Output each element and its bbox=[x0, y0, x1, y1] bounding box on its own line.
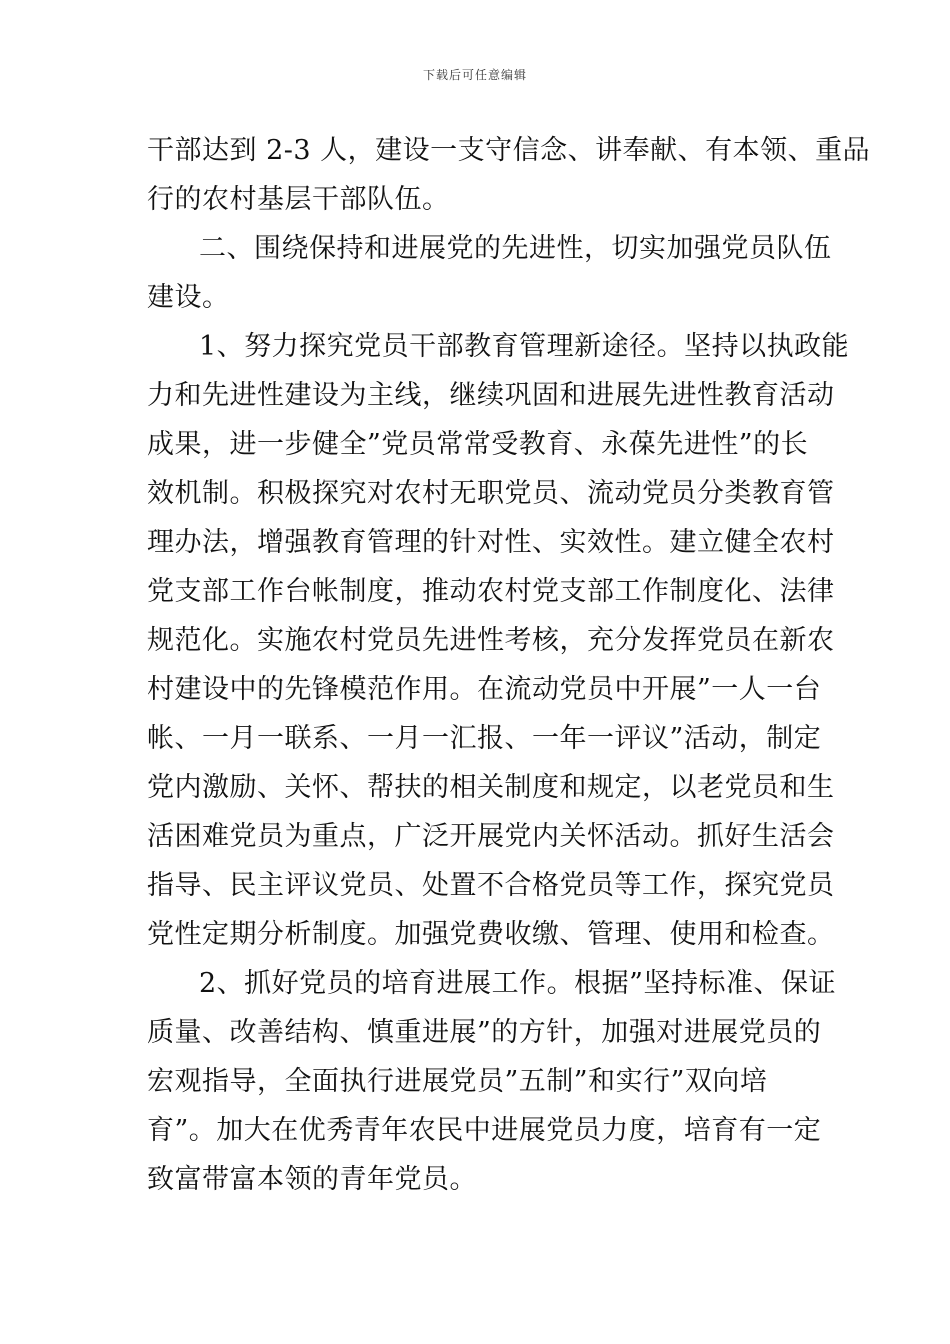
body-text bbox=[147, 126, 871, 1204]
text-line: 宏观指导，全面执行进展党员”五制”和实行”双向培 bbox=[147, 1066, 768, 1097]
text-line: 活困难党员为重点，广泛开展党内关怀活动。抓好生活会 bbox=[147, 821, 835, 852]
text-line: 理办法，增强教育管理的针对性、实效性。建立健全农村 bbox=[147, 527, 835, 558]
text-line: 行的农村基层干部队伍。 bbox=[147, 184, 450, 215]
text-line: 育”。加大在优秀青年农民中进展党员力度，培育有一定 bbox=[147, 1115, 822, 1146]
text-line: 干部达到 2-3 人，建设一支守信念、讲奉献、有本领、重品 bbox=[147, 135, 871, 166]
paragraph-start: 1、努力探究党员干部教育管理新途径。坚持以执政能 bbox=[199, 331, 850, 362]
text-line: 帐、一月一联系、一月一汇报、一年一评议”活动，制定 bbox=[147, 723, 822, 754]
text-line: 致富带富本领的青年党员。 bbox=[147, 1164, 477, 1195]
text-line: 党性定期分析制度。加强党费收缴、管理、使用和检查。 bbox=[147, 919, 835, 950]
paragraph-start: 2、抓好党员的培育进展工作。根据”坚持标准、保证 bbox=[199, 968, 836, 999]
text-line: 力和先进性建设为主线，继续巩固和进展先进性教育活动 bbox=[147, 380, 835, 411]
section-heading: 二、围绕保持和进展党的先进性，切实加强党员队伍 bbox=[199, 233, 832, 264]
text-line: 党支部工作台帐制度，推动农村党支部工作制度化、法律 bbox=[147, 576, 835, 607]
download-note: 下载后可任意编辑 bbox=[422, 68, 527, 82]
text-line: 质量、改善结构、慎重进展”的方针，加强对进展党员的 bbox=[147, 1017, 822, 1048]
text-line: 建设。 bbox=[147, 282, 230, 313]
text-line: 指导、民主评议党员、处置不合格党员等工作，探究党员 bbox=[147, 870, 835, 901]
text-line: 党内激励、关怀、帮扶的相关制度和规定，以老党员和生 bbox=[147, 772, 835, 803]
text-line: 成果，进一步健全”党员常常受教育、永葆先进性”的长 bbox=[147, 429, 809, 460]
text-line: 效机制。积极探究对农村无职党员、流动党员分类教育管 bbox=[147, 478, 835, 509]
text-line: 规范化。实施农村党员先进性考核，充分发挥党员在新农 bbox=[147, 625, 835, 656]
text-line: 村建设中的先锋模范作用。在流动党员中开展”一人一台 bbox=[147, 674, 822, 705]
